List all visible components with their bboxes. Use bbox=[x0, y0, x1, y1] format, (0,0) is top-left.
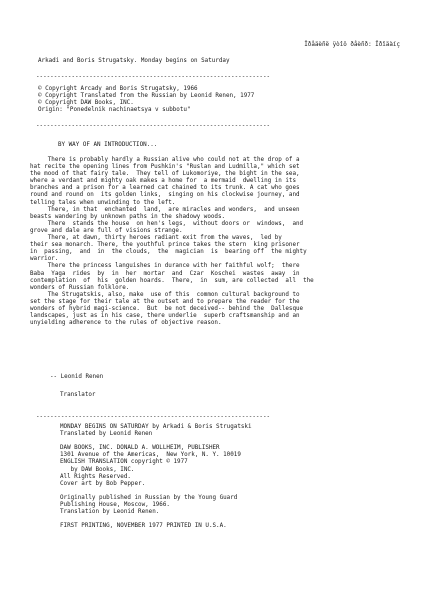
origin-line: Origin: "Ponedelnik nachinaetsya v subbotu" bbox=[38, 107, 191, 114]
body-line: beasts wandering by unknown paths in the shadowy woods. bbox=[30, 213, 226, 220]
body-line: in passing, and in the clouds, the magician is bearing off the mighty bbox=[30, 249, 307, 256]
body-line: unyielding adherence to the rules of objective reason. bbox=[30, 320, 222, 327]
pub-line: by DAW Books, INC. bbox=[60, 466, 135, 473]
pub-line: DAW BOOKS, INC. DONALD A. WOLLHEIM, PUBLISHER bbox=[60, 445, 220, 452]
pub-line: Originally published in Russian by the Young Guard bbox=[60, 494, 238, 501]
intro-heading: BY WAY OF AN INTRODUCTION... bbox=[58, 142, 158, 148]
body-line: wonders of hybrid magi-science. But be not deceived-- behind the Dallesque bbox=[30, 305, 304, 312]
publication-info-block bbox=[60, 424, 252, 530]
body-line: The Strugatskis, also, make use of this common cultural background to bbox=[30, 291, 300, 298]
body-line: hat recite the opening lines from Pushkin's "Ruslan and Ludmilla," which set bbox=[30, 164, 300, 171]
pub-line: FIRST PRINTING, NOVEMBER 1977 PRINTED IN U.S.A. bbox=[60, 523, 227, 530]
copyright-block bbox=[38, 86, 254, 114]
rule-divider-middle: ------------------------------------------------------------------ bbox=[36, 123, 271, 129]
translator-label: Translator bbox=[60, 392, 96, 398]
body-line: set the stage for their tale at the outset and to prepare the reader for the bbox=[30, 298, 300, 305]
body-line: branches and a prison for a learned cat chained to its trunk. A cat who goes bbox=[30, 185, 300, 192]
body-line: There, in that enchanted land, are miracles and wonders, and unseen bbox=[30, 206, 300, 213]
pub-line: Publishing House, Moscow, 1966. bbox=[60, 502, 170, 509]
introduction-body bbox=[30, 157, 314, 327]
copyright-line: © Copyright Translated from the Russian by Leonid Renen, 1977 bbox=[38, 93, 255, 100]
body-line: the mood of that fairy tale. They tell of Lukomoriye, the bight in the sea, bbox=[30, 171, 300, 178]
body-line: There stands the house on hen's legs, without doors or windows, and bbox=[30, 220, 304, 227]
copyright-line: © Copyright Arcady and Boris Strugatsky, 1966 bbox=[38, 86, 198, 92]
body-line: warrior. bbox=[30, 256, 59, 263]
body-line: wonders of Russian folklore. bbox=[30, 284, 130, 291]
body-line: There the princess languishes in durance with her faithful wolf; there bbox=[30, 263, 300, 270]
pub-line: Translated by Leonid Renen bbox=[60, 431, 153, 438]
body-line: Baba Yaga rides by in her mortar and Czar Koschei wastes away in bbox=[30, 270, 300, 277]
body-line: grove and dale are full of visions strange. bbox=[30, 227, 183, 234]
body-line: There, at dawn, thirty heroes radiant exit from the waves, led by bbox=[30, 235, 282, 242]
pub-line: ENGLISH TRANSLATION copyright © 1977 bbox=[60, 459, 188, 466]
body-line: their sea monarch. There, the youthful prince takes the stern king prisoner bbox=[30, 242, 300, 249]
pub-line: MONDAY BEGINS ON SATURDAY by Arkadi & Boris Strugatski bbox=[60, 424, 252, 430]
body-line: round and round on its golden links, singing on his clockwise journey, and bbox=[30, 192, 300, 199]
signature: -- Leonid Renen bbox=[50, 374, 104, 380]
body-line: where a verdant and mighty oak makes a home for a mermaid dwelling in its bbox=[30, 178, 296, 185]
copyright-line: © Copyright DAW Books, INC. bbox=[38, 100, 134, 107]
body-line: telling tales when unwinding to the left. bbox=[30, 199, 176, 206]
pub-line bbox=[60, 438, 252, 445]
pub-line bbox=[60, 488, 252, 495]
pub-line bbox=[60, 516, 252, 523]
pub-line: Cover art by Bob Pepper. bbox=[60, 480, 146, 487]
body-line: contemplation of his golden hoards. There, in sum, are collected all the bbox=[30, 277, 314, 284]
pub-line: All Rights Reserved. bbox=[60, 473, 131, 480]
pub-line: Translation by Leonid Renen. bbox=[60, 509, 160, 516]
title-line: Arkadi and Boris Strugatsky. Monday begins on Saturday bbox=[38, 58, 230, 64]
rule-divider-top: ------------------------------------------------------------------ bbox=[36, 74, 271, 80]
rule-divider-bottom: ------------------------------------------------------------------ bbox=[36, 414, 271, 420]
body-line: landscapes, just as in his case, there underlie superb craftsmanship and an bbox=[30, 313, 300, 320]
body-line: There is probably hardly a Russian alive who could not at the drop of a bbox=[30, 157, 300, 163]
header-encoding-text: Ïðåäèñë ÿòîö ðåèñð: Ïðîäàíç bbox=[304, 42, 400, 48]
pub-line: 1301 Avenue of the Americas, New York, N. Y. 10019 bbox=[60, 452, 241, 459]
